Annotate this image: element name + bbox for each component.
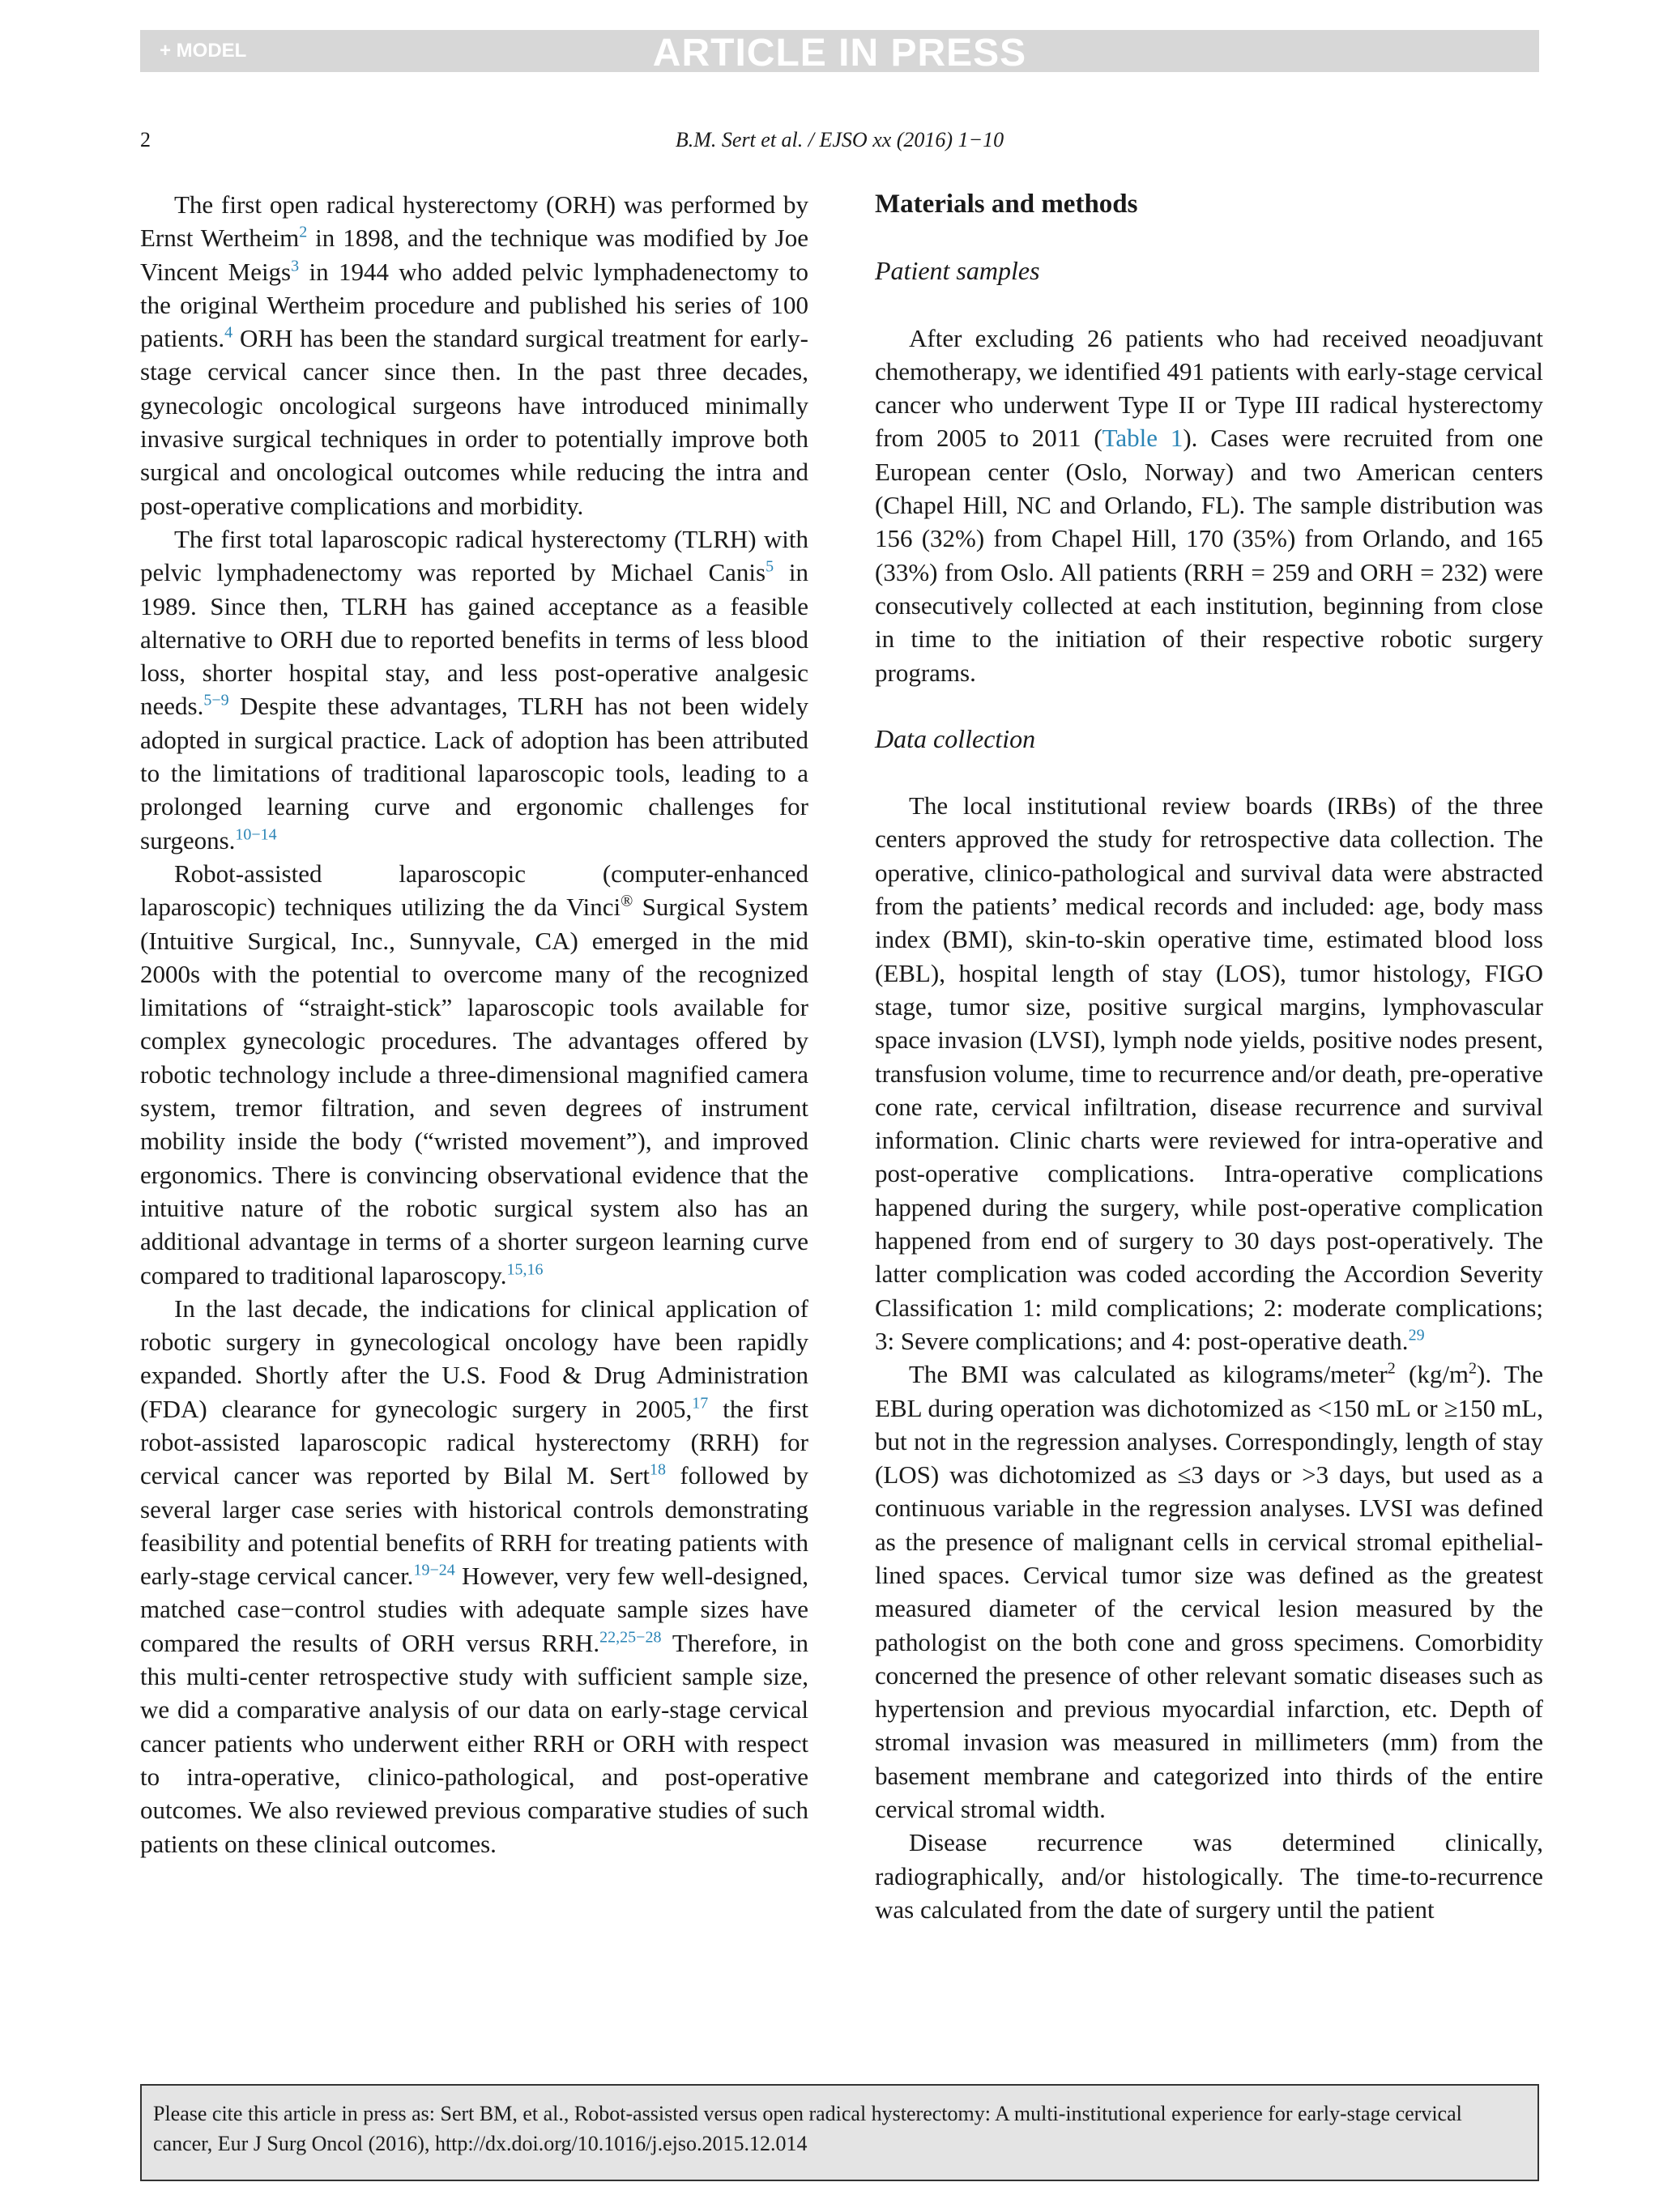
model-label: + MODEL xyxy=(160,40,247,62)
reference-link[interactable]: 22,25−28 xyxy=(599,1628,662,1647)
running-head xyxy=(140,128,1539,160)
table-1-link[interactable]: Table 1 xyxy=(1102,424,1183,453)
paragraph-patient-samples: After excluding 26 patients who had received neoadjuvant chemotherapy, we identified 491 patients with early-stage cervical cancer who underwent Type II or Type III radical hysterectomy from 2005 to 2011 (Table 1). Cases were recruited from one European center (Oslo, Norway) and two American centers (Chapel Hill, NC and Orlando, FL). The sample distribution was 156 (32%) from Chapel Hill, 170 (35%) from Orlando, and 165 (33%) from Oslo. All patients (RRH = 259 and ORH = 232) were consecutively collected at each institution, beginning from close in time to the initiation of their respective robotic surgery programs. xyxy=(875,323,1544,687)
reference-link[interactable]: 18 xyxy=(649,1460,666,1479)
superscript: 2 xyxy=(1469,1359,1478,1378)
right-column xyxy=(875,188,1543,1926)
reference-link[interactable]: 3 xyxy=(291,257,300,275)
paragraph-intro-history: The first open radical hysterectomy (ORH) was performed by Ernst Wertheim$^2$ in 1898, and the technique was modified by Joe Vincent Meigs$^3$ in 1944 who added pelvic lymphadenectomy to the original Wertheim procedure and published his series of 100 patients.$^4$ ORH has been the standard surgical treatment for early-stage cervical cancer since then. In the past three decades, gynecologic oncological surgeons have introduced minimally invasive surgical techniques in order to potentially improve both surgical and oncological outcomes while reducing the intra and post-operative complications and morbidity. xyxy=(140,190,809,520)
subsection-heading-data-collection: Data collection xyxy=(875,723,1036,753)
reference-link[interactable]: 2 xyxy=(299,223,308,241)
reference-link[interactable]: 10−14 xyxy=(235,825,277,844)
paragraph-robot-assisted: Robot-assisted laparoscopic (computer-enhanced laparoscopic) techniques utilizing the da Vinci® Surgical System (Intuitive Surgical, Inc., Sunnyvale, CA) emerged in the mid 2000s with the potential to overcome many of the recognized limitations of “straight-stick” laparoscopic tools available for complex gynecologic procedures. The advantages offered by robotic technology include a three-dimensional magnified camera system, tremor filtration, and seven degrees of instrument mobility inside the body (“wristed movement”), and improved ergonomics. There is convincing observational evidence that the intuitive nature of the robotic surgical system also has an additional advantage in terms of a shorter surgeon learning curve compared to traditional laparoscopy.$^{15,16}$ xyxy=(140,859,808,1289)
superscript: 2 xyxy=(1387,1359,1396,1378)
banner-title: ARTICLE IN PRESS xyxy=(652,32,1027,75)
paragraph-bmi-definitions: The BMI was calculated as kilograms/meter$^2$ $(kg/m^2)$. The EBL during operation was dichotomized as <150 mL or ≥150 mL, but not in the regression analyses. Correspondingly, length of stay (LOS) was dichotomized as ≤3 days or >3 days, but used as a continuous variable in the regression analyses. LVSI was defined as the presence of malignant cells in cervical stromal epithelial-lined spaces. Cervical tumor size was defined as the greatest measured diameter of the cervical lesion measured by the pathologist on the both cone and gross specimens. Comorbidity concerned the presence of other relevant somatic diseases such as hypertension and previous myocardial infarction, etc. Depth of stromal invasion was measured in millimeters (mm) from the basement membrane and categorized into thirds of the entire cervical stromal width. xyxy=(875,1359,1543,1824)
reference-link[interactable]: 17 xyxy=(692,1394,709,1413)
subsection-heading-patient-samples: Patient samples xyxy=(875,256,1040,286)
reference-link[interactable]: 4 xyxy=(224,323,233,342)
reference-link[interactable]: 15,16 xyxy=(506,1260,544,1279)
reference-link[interactable]: 5−9 xyxy=(203,692,229,710)
paragraph-last-decade: In the last decade, the indications for clinical application of robotic surgery in gynecological oncology have been rapidly expanded. Shortly after the U.S. Food & Drug Administration (FDA) clearance for gynecologic surgery in 2005,17 the first robot-assisted laparoscopic radical hysterectomy (RRH) for cervical cancer was reported by Bilal M. Sert$^{18}$ followed by several larger case series with historical controls demonstrating feasibility and potential benefits of RRH for treating patients with early-stage cervical cancer.$^{19-24}$ However, very few well-designed, matched case−control studies with adequate sample sizes have compared the results of ORH versus RRH.$^{22,25-28}$ Therefore, in this multi-center retrospective study with sufficient sample size, we did a comparative analysis of our data on early-stage cervical cancer patients who underwent either RRH or ORH with respect to intra-operative, clinico-pathological, and post-operative outcomes. We also reviewed previous comparative studies of such patients on these clinical outcomes. xyxy=(140,1294,809,1858)
paragraph-disease-recurrence: Disease recurrence was determined clinically, radiographically, and/or histologically. The time-to-recurrence was calculated from the date of surgery until the patient xyxy=(875,1828,1543,1924)
journal-citation-header: B.M. Sert et al. / EJSO xx (2016) 1−10 xyxy=(675,128,1004,151)
reference-link[interactable]: 29 xyxy=(1408,1326,1425,1345)
page-number: 2 xyxy=(140,128,151,151)
reference-link[interactable]: 5 xyxy=(766,557,774,576)
paragraph-tlrh: The first total laparoscopic radical hysterectomy (TLRH) with pelvic lymphadenectomy was reported by Michael Canis$^5$ in 1989. Since then, TLRH has gained acceptance as a feasible alternative to ORH due to reported benefits in terms of less blood loss, shorter hospital stay, and less post-operative analgesic needs.$^{5-9}$ Despite these advantages, TLRH has not been widely adopted in surgical practice. Lack of adoption has been attributed to the limitations of traditional laparoscopic tools, leading to a prolonged learning curve and ergonomic challenges for surgeons.$^{10-14}$ xyxy=(140,524,808,855)
section-heading-materials-methods: Materials and methods xyxy=(875,190,1138,219)
article-in-press-banner xyxy=(140,30,1539,75)
reference-link[interactable]: 19−24 xyxy=(413,1561,455,1579)
citation-box: Please cite this article in press as: Sert BM, et al., Robot-assisted versus open radical hysterectomy: A multi-institutional experience for early-stage cervical cancer, Eur J Surg Oncol (2016), http://dx.doi.org/10.1016/j.ejso.2015.12.014 xyxy=(140,2084,1539,2181)
paragraph-data-collection: The local institutional review boards (IRBs) of the three centers approved the study for retrospective data collection. The operative, clinico-pathological and survival data were abstracted from the patients’ medical records and included: age, body mass index (BMI), skin-to-skin operative time, estimated blood loss (EBL), hospital length of stay (LOS), tumor histology, FIGO stage, tumor size, positive surgical margins, lymphovascular space invasion (LVSI), lymph node yields, positive nodes present, transfusion volume, time to recurrence and/or death, pre-operative cone rate, cervical infiltration, disease recurrence and survival information. Clinic charts were reviewed for intra-operative and post-operative complications. Intra-operative complications happened during the surgery, while post-operative complication happened from end of surgery to 30 days post-operatively. The latter complication was coded according the Accordion Severity Classification 1: mild complications; 2: moderate complications; 3: Severe complications; and 4: post-operative death.$^{29}$ xyxy=(875,791,1543,1355)
left-column xyxy=(140,188,808,1860)
registered-mark: ® xyxy=(621,892,633,910)
